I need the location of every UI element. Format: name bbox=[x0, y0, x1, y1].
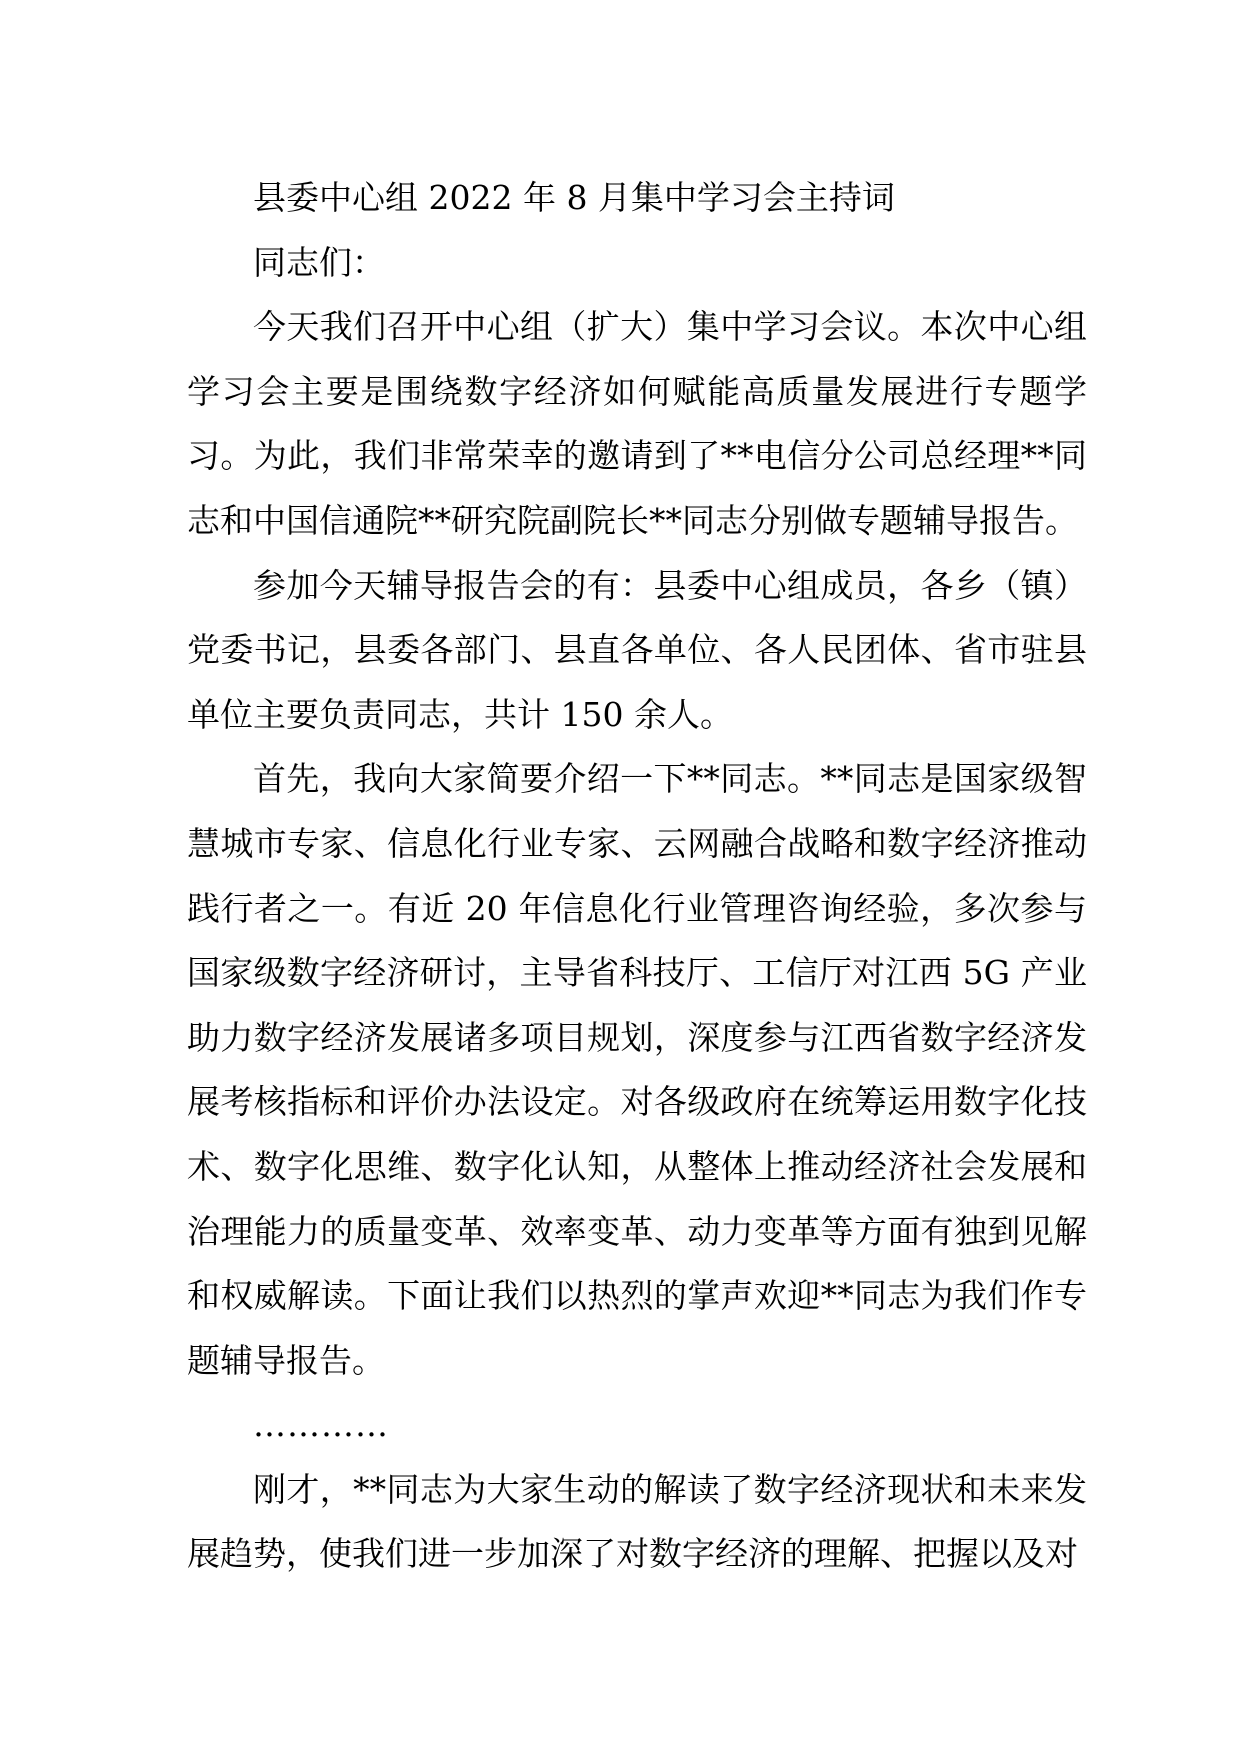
paragraph-introduction: 首先，我向大家简要介绍一下**同志。**同志是国家级智慧城市专家、信息化行业专家、云网融合战略和数字经济推动践行者之一。有近 20 年信息化行业管理咨询经验，多次参与国家级数字经济研讨，主导省科技厅、工信厅对江西 5G 产业助力数字经济发展诸多项目规划，深度参与江西省数字经济发展考核指标和评价办法设定。对各级政府在统筹运用数字化技术、数字化思维、数字化认知，从整体上推动经济社会发展和治理能力的质量变革、效率变革、动力变革等方面有独到见解和权威解读。下面让我们以热烈的掌声欢迎**同志为我们作专题辅导报告。 bbox=[187, 759, 1087, 1380]
paragraph-attendees: 参加今天辅导报告会的有：县委中心组成员，各乡（镇）党委书记，县委各部门、县直各单位、各人民团体、省市驻县单位主要负责同志，共计 150 余人。 bbox=[187, 565, 1087, 734]
paragraph-opening: 今天我们召开中心组（扩大）集中学习会议。本次中心组学习会主要是围绕数字经济如何赋能高质量发展进行专题学习。为此，我们非常荣幸的邀请到了**电信分公司总经理**同志和中国信通院**研究院副院长**同志分别做专题辅导报告。 bbox=[187, 307, 1087, 540]
document-title: 县委中心组 2022 年 8 月集中学习会主持词 bbox=[253, 178, 895, 217]
ellipsis-separator: ………… bbox=[253, 1405, 389, 1445]
paragraph-closing: 刚才，**同志为大家生动的解读了数字经济现状和未来发展趋势，使我们进一步加深了对数字经济的理解、把握以及对 bbox=[187, 1469, 1087, 1574]
salutation: 同志们： bbox=[253, 242, 385, 282]
document-body bbox=[187, 166, 1087, 1587]
